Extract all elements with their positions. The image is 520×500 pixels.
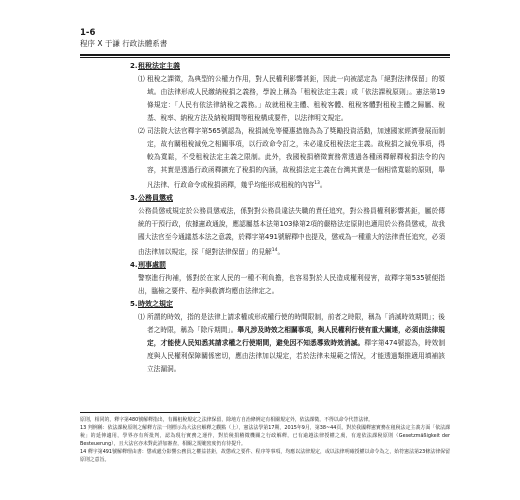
section-number: 5. — [130, 300, 138, 309]
body-content — [130, 60, 445, 376]
section-paragraph: 警察進行拘補，係對於在家人民的一種不利負擔，也容易對於人民造成權利侵害，故釋字第535號便指出，臨檢之要件、程序與救濟均應由法律定之。 — [138, 274, 445, 296]
section-paragraph: 公務員懲戒規定於公務員懲戒法，係對對公務員違法失職的責任追究，對公務員權利影響甚鉅，屬於傳統的干預行政，依據憲政通說，應認屬基本法第103條第2項的嚴格法定原則也適用於公務員懲戒，故我國大法官至今通議基本法之意義，於釋字第491號解釋中也提及，懲戒為一種重大的法律責任追究，必須由法律加以規定，採「絕對法律保留」的見解 — [138, 207, 446, 257]
item-text-tail: 釋字第474號認為，時效制度與人民權利保障關係密切，應由法律加以規定，若於法律未規範之情況，才能透過類推適用填補該立法漏洞。 — [147, 339, 446, 374]
item-marker: ⑴ — [138, 313, 145, 322]
section-heading — [130, 192, 445, 205]
footnote-rule — [80, 412, 200, 413]
item-text-plain: 所謂的時效，指的是法律上請求權或形成權行使的時間限制，前者之時限，稱為「消滅時效期間」；後者之時限，稱為「除斥期間」。 — [147, 313, 445, 335]
section-title: 刑事處罰 — [138, 261, 166, 270]
item-text: 司法院大法官釋字第565號認為，稅捐減免等優惠措施為為了獎勵投資活動，加速國家經濟發展而制定，故有關租稅減免之相關事項，以行政命令訂之，未必違反租稅法定主義。故稅捐之減免事項，得較為寬鬆，不受租稅法定主義之限制。此外，我國稅捐稽徵實務常透過各種函釋解釋稅捐法令的內容，其實是透過行政函釋擴充了稅捐的內涵，故稅捐法定主義在台灣其實是一個相當寬鬆的原則，舉凡法律、行政命令或稅捐函釋，幾乎均能形成租稅的內容$^{13}$。 — [147, 127, 445, 190]
section-number: 2. — [130, 62, 138, 70]
section-heading — [130, 60, 445, 73]
footnote: 14 釋字第491號解釋理由書：懲戒處分影響公務員之權益甚鉅，故懲戒之要件、程序等事項，均應以法律規定，或以法律明確授權以命令為之，始符憲法第23條法律保留原則之意旨。 — [80, 448, 450, 463]
section-number: 3. — [130, 194, 138, 203]
section-body: 公務員懲戒規定於公務員懲戒法，係對對公務員違法失職的責任追究，對公務員權利影響甚鉅，屬於傳統的干預行政，依據憲政通說，應認屬基本法第103條第2項的嚴格法定原則也適用於公務員懲戒，故我國大法官至今通議基本法之意義，於釋字第491號解釋中也提及，懲戒為一種重大的法律責任追究，必須由法律加以規定，採「絕對法律保留」的見解$^{14}$。 — [138, 207, 446, 257]
footnote-ref: 14 — [271, 248, 278, 254]
section-number: 4. — [130, 261, 138, 270]
section-body — [138, 311, 445, 376]
item-marker: ⑵ — [138, 127, 145, 135]
section-title: 租稅法定主義 — [138, 62, 180, 70]
list-item — [138, 125, 445, 192]
section-title: 公務員懲戒 — [138, 194, 173, 203]
item-text — [147, 311, 445, 376]
section-body — [138, 73, 445, 192]
page-header — [80, 28, 167, 49]
item-text-emphasis: 舉凡涉及時效之相關事項，與人民權利行使有重大關連，必須由法律規定，才能使人民知悉其請求權之行使期間，避免因不知悉導致時效消滅。 — [147, 326, 445, 348]
header-rule-thin — [80, 57, 450, 58]
footnote-ref: 13 — [314, 181, 320, 186]
page-number: 1-6 — [80, 28, 96, 38]
section-heading — [130, 298, 445, 311]
list-item — [138, 311, 445, 376]
item-marker: ⑴ — [138, 75, 145, 83]
footnote: 原則，相同的，釋字第480號解釋指出，有關租稅規定之法律保留，除地方自治條例定有相關規定外，依法課徵，不得以命令代替法律。 — [80, 417, 373, 423]
footnotes — [80, 412, 450, 464]
section-heading — [130, 259, 445, 272]
item-text: 租稅之課徵，為典型的公權力作用，對人民權利影響甚鉅，因此一向被認定為「絕對法律保留」的領域。由法律形成人民繳納稅捐之義務，學說上稱為「租稅法定主義」或「依法課稅原則」。憲法第19條規定：「人民有依法律納稅之義務。」故就租稅主體、租稅客體、租稅客體對租稅主體之歸屬、稅基、稅率、納稅方法及納稅期間等租稅構成要件，以法律明文規定。 — [147, 75, 445, 122]
item-text-body: 司法院大法官釋字第565號認為，稅捐減免等優惠措施為為了獎勵投資活動，加速國家經濟發展而制定，故有關租稅減免之相關事項，以行政命令訂之，未必違反租稅法定主義。故稅捐之減免事項，得較為寬鬆，不受租稅法定主義之限制。此外，我國稅捐稽徵實務常透過各種函釋解釋稅捐法令的內容，其實是透過行政函釋擴充了稅捐的內涵，故稅捐法定主義在台灣其實是一個相當寬鬆的原則，舉凡法律、行政命令或稅捐函釋，幾乎均能形成租稅的內容 — [147, 127, 445, 190]
header-rule — [80, 54, 450, 56]
list-item — [138, 73, 445, 125]
footnote: 13 判例稱：依法課稅原則之解釋方法一則標示為大法官解釋之觀點（上），憲法法學第17期，2015年9月，第38~44頁。對於我國釋憲實務在租稅法定主義方面「依法課稅」的延伸適用，學界亦有所批判，認為現行實務之運作，對於稅捐稽徵機關之行政解釋，已有逾越法律授權之虞，有違依法課稅原則（Gesetzmäßigkeit der Besteuerung），且大法官亦未對此詳加審查，相關之規範密度仍有待提升。 — [80, 424, 450, 447]
section-title: 時效之規定 — [138, 300, 173, 309]
running-title: 程序 X 于謙 行政法體系書 — [80, 39, 168, 48]
